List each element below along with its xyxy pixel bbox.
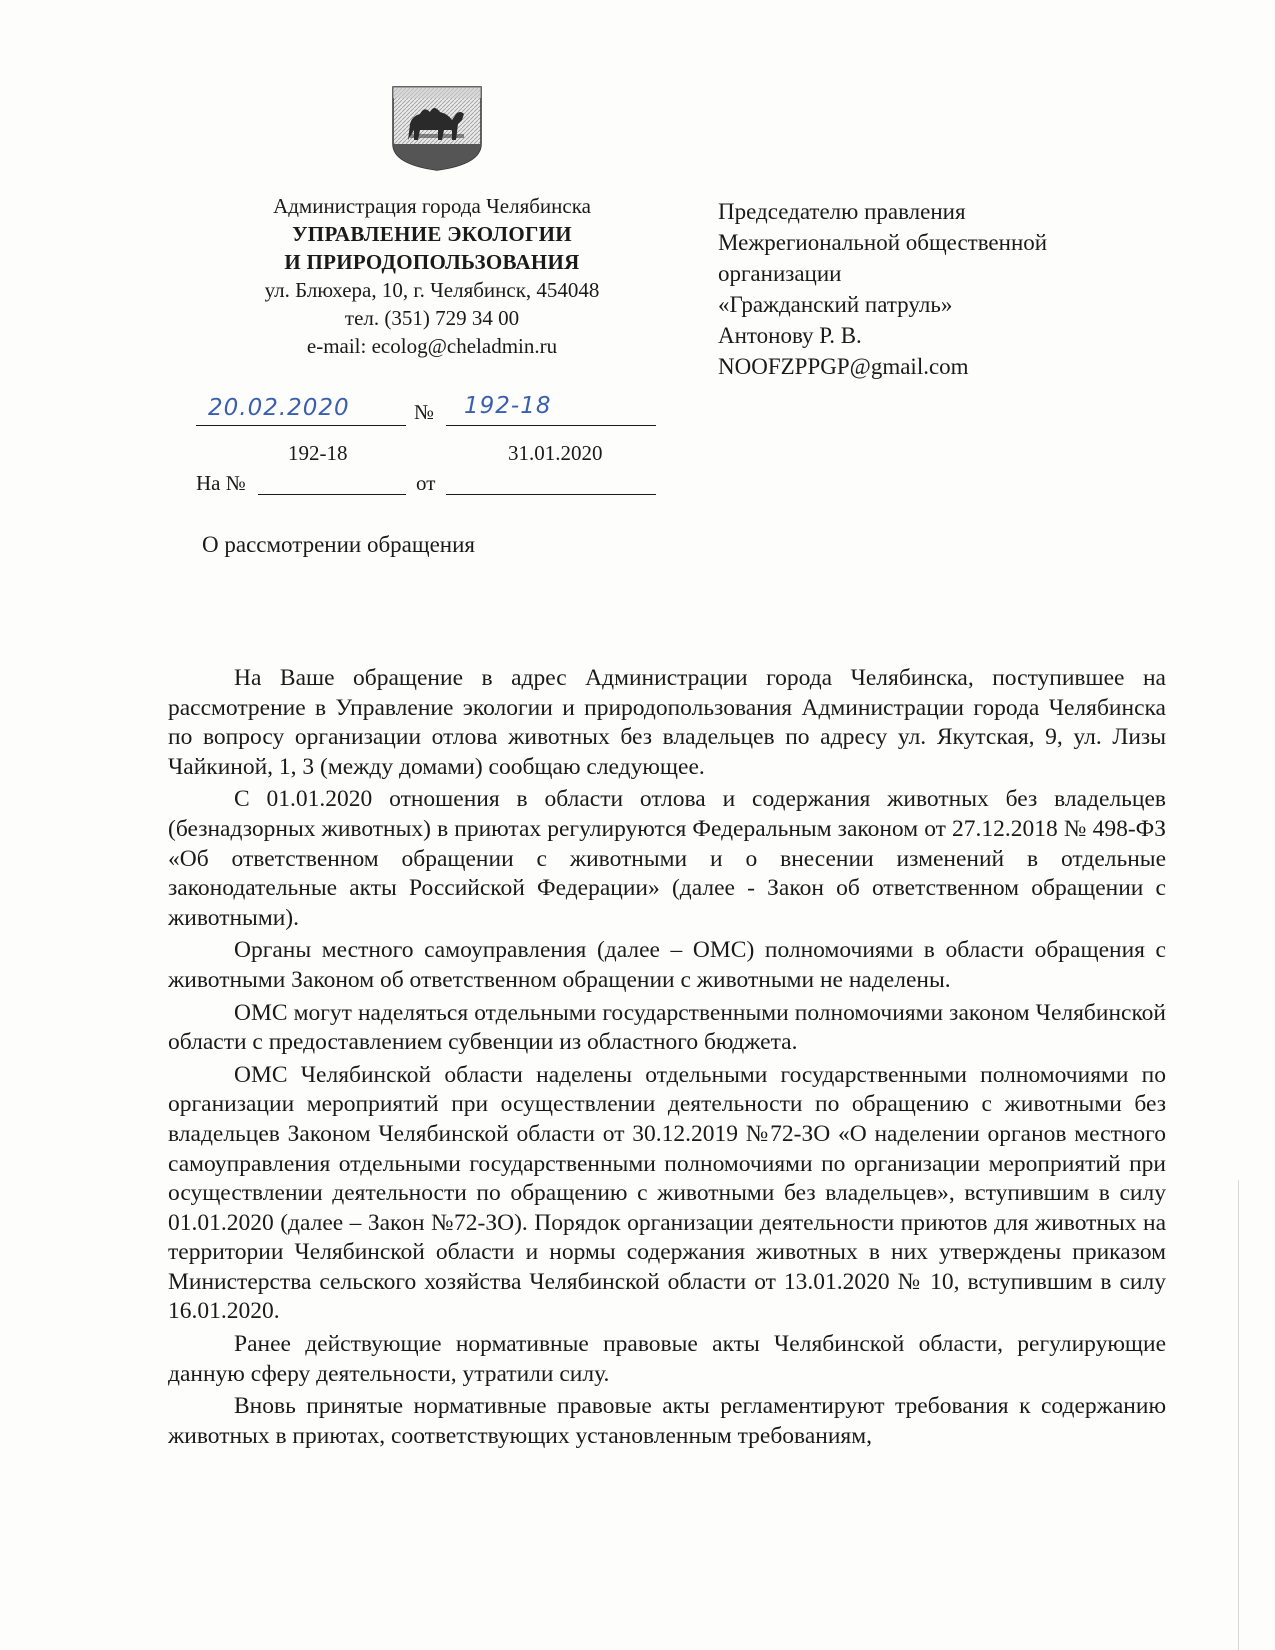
reference-number: 192-18: [288, 441, 348, 465]
recipient-name: Антонову Р. В.: [718, 323, 862, 348]
date-underline: [196, 425, 406, 426]
recipient-line: «Гражданский патруль»: [718, 292, 953, 317]
body-paragraph: ОМС Челябинской области наделены отдельными государственными полномочиями по организации мероприятий при осуществлении деятельности по обращению с животными без владельцев Законом Челябинской области от 30.12.2019 №72-ЗО «О наделении органов местного самоуправления отдельными государственными полномочиями по организации мероприятий при осуществлении деятельности по обращению с животными без владельцев», вступившим в силу 01.01.2020 (далее – Закон №72-ЗО). Порядок организации деятельности приютов для животных на территории Челябинской области и нормы содержания животных в них утверждены приказом Министерства сельского хозяйства Челябинской области от 13.01.2020 № 10, вступившим в силу 16.01.2020.: [168, 1061, 1166, 1325]
body-paragraph: Вновь принятые нормативные правовые акты регламентируют требования к содержанию животных в приютах, соответствующих установленным требованиям,: [168, 1393, 1166, 1449]
body-paragraph: Ранее действующие нормативные правовые акты Челябинской области, регулирующие данную сферу деятельности, утратили силу.: [168, 1331, 1166, 1387]
body-paragraph: Органы местного самоуправления (далее – ОМС) полномочиями в области обращения с животными Законом об ответственном обращении с животными не наделены.: [168, 937, 1166, 993]
recipient-line: Межрегиональной общественной: [718, 230, 1048, 255]
recipient-line: Председателю правления: [718, 199, 966, 224]
body-paragraph: На Ваше обращение в адрес Администрации города Челябинска, поступившее на рассмотрение в Управление экологии и природопользования Администрации города Челябинска по вопросу организации отлова животных без владельцев по адресу ул. Якутская, 9, ул. Лизы Чайкиной, 1, 3 (между домами) сообщаю следующее.: [168, 665, 1166, 780]
body-paragraph: ОМС могут наделяться отдельными государственными полномочиями законом Челябинской области с предоставлением субвенции из областного бюджета.: [168, 999, 1166, 1056]
handwritten-number: 192-18: [464, 393, 552, 419]
sender-email: e-mail: ecolog@cheladmin.ru: [306, 334, 558, 358]
from-label: от: [416, 471, 436, 495]
chelyabinsk-coat-of-arms-icon: [390, 84, 484, 172]
reference-number-underline: [258, 494, 406, 495]
sender-phone: тел. (351) 729 34 00: [344, 306, 520, 330]
reference-date-underline: [446, 494, 656, 495]
handwritten-date: 20.02.2020: [208, 395, 350, 421]
number-underline: [446, 425, 656, 426]
reference-date: 31.01.2020: [508, 441, 603, 465]
recipient-line: организации: [718, 261, 842, 286]
sender-organization: Администрация города Челябинска: [273, 194, 591, 218]
sender-address: ул. Блюхера, 10, г. Челябинск, 454048: [264, 278, 600, 302]
sender-department-line1: УПРАВЛЕНИЕ ЭКОЛОГИИ: [292, 222, 572, 246]
scan-edge-line: [1238, 1180, 1239, 1650]
body-paragraph: С 01.01.2020 отношения в области отлова и содержания животных без владельцев (безнадзорных животных) в приютах регулируются Федеральным законом от 27.12.2018 № 498-ФЗ «Об ответственном обращении с животными и о внесении изменений в отдельные законодательные акты Российской Федерации» (далее - Закон об ответственном обращении с животными).: [168, 786, 1166, 931]
recipient-email: NOOFZPPGP@gmail.com: [718, 354, 969, 379]
number-label: №: [414, 400, 435, 424]
letter-body: [168, 664, 1166, 1454]
sender-block: [222, 192, 642, 360]
reference-label: На №: [196, 471, 246, 495]
recipient-block: [718, 196, 1178, 382]
sender-department-line2: И ПРИРОДОПОЛЬЗОВАНИЯ: [284, 250, 580, 274]
letter-subject: О рассмотрении обращения: [202, 532, 475, 557]
